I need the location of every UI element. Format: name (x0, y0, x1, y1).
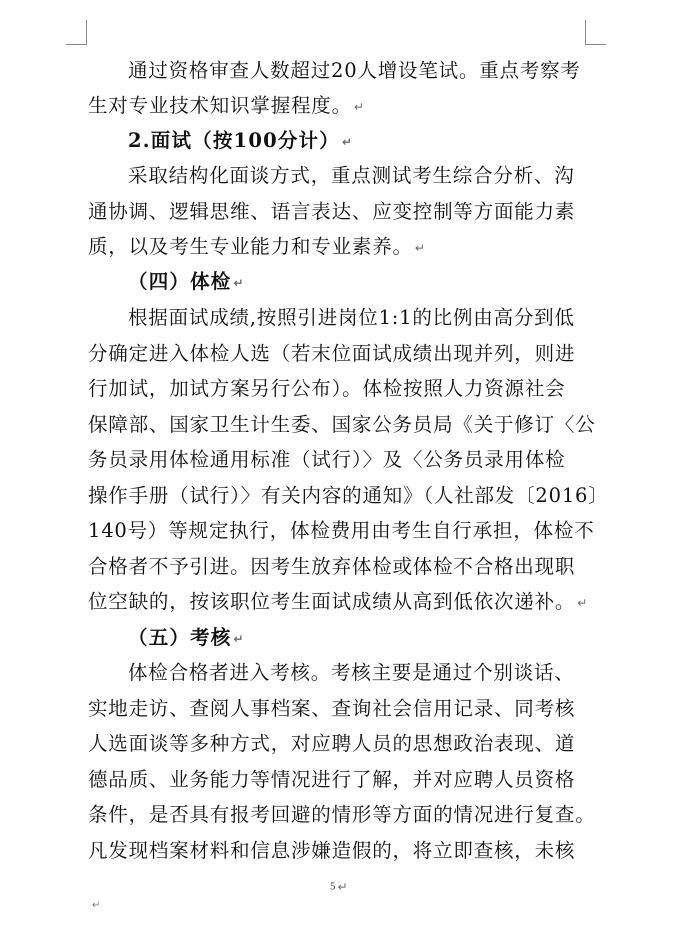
text-line: 务员录用体检通用标准（试行）〉及〈公务员录用体检 (88, 448, 566, 471)
text-line: 行加试，加试方案另行公布）。体检按照人力资源社会 (88, 377, 566, 400)
text-line: 凡发现档案材料和信息涉嫌造假的，将立即查核，未核 (88, 839, 576, 862)
crop-mark-top-left (66, 20, 87, 45)
paragraph-mark-icon: ↵ (233, 631, 245, 646)
text-line: 实地走访、查阅人事档案、查询社会信用记录、同考核 (88, 697, 576, 720)
section-heading: （五）考核 ↵ (128, 626, 245, 649)
text-line: 根据面试成绩,按照引进岗位1:1的比例由高分到低 (128, 306, 575, 329)
text-line: 通协调、逻辑思维、语言表达、应变控制等方面能力素 (88, 200, 576, 223)
paragraph-mark-icon: ↵ (414, 240, 426, 255)
text-line: 分确定进入体检人选（若末位面试成绩出现并列，则进 (88, 342, 576, 365)
text-line: 质，以及考生专业能力和专业素养。 ↵ (88, 235, 426, 258)
paragraph-mark-icon: ↵ (577, 595, 589, 610)
paragraph-mark-icon: ↵ (341, 134, 354, 149)
text-line: 生对专业技术知识掌握程度。 ↵ (88, 94, 365, 117)
text-line: 位空缺的，按该职位考生面试成绩从高到低依次递补。 ↵ (88, 590, 589, 613)
text-line: 保障部、国家卫生计生委、国家公务员局《关于修订〈公 (88, 413, 596, 436)
paragraph-mark-icon: ↵ (353, 99, 365, 114)
text-line: 条件，是否具有报考回避的情形等方面的情况进行复查。 (88, 803, 596, 826)
section-heading: 2.面试（按100分计） ↵ (128, 129, 354, 152)
text-line: 体检合格者进入考核。考核主要是通过个别谈话、 (128, 661, 575, 684)
section-heading: （四）体检 ↵ (128, 270, 245, 293)
text-line: 人选面谈等多种方式，对应聘人员的思想政治表现、道 (88, 732, 576, 755)
text-line: 通过资格审查人数超过20人增设笔试。重点考察考 (128, 59, 581, 82)
text-line: 操作手册（试行）〉有关内容的通知》（人社部发〔2016〕 (88, 484, 609, 507)
text-line: 采取结构化面谈方式，重点测试考生综合分析、沟 (128, 164, 575, 187)
paragraph-mark-icon: ↵ (337, 880, 348, 894)
text-line: 140号）等规定执行，体检费用由考生自行承担，体检不 (88, 519, 595, 542)
crop-mark-top-right (585, 20, 606, 45)
page-number: 5 ↵ (330, 880, 348, 894)
paragraph-mark-icon: ↵ (233, 275, 245, 290)
text-line: 合格者不予引进。因考生放弃体检或体检不合格出现职 (88, 555, 576, 578)
text-line: 德品质、业务能力等情况进行了解，并对应聘人员资格 (88, 768, 576, 791)
footer-paragraph-mark-icon: ↵ (92, 900, 101, 911)
